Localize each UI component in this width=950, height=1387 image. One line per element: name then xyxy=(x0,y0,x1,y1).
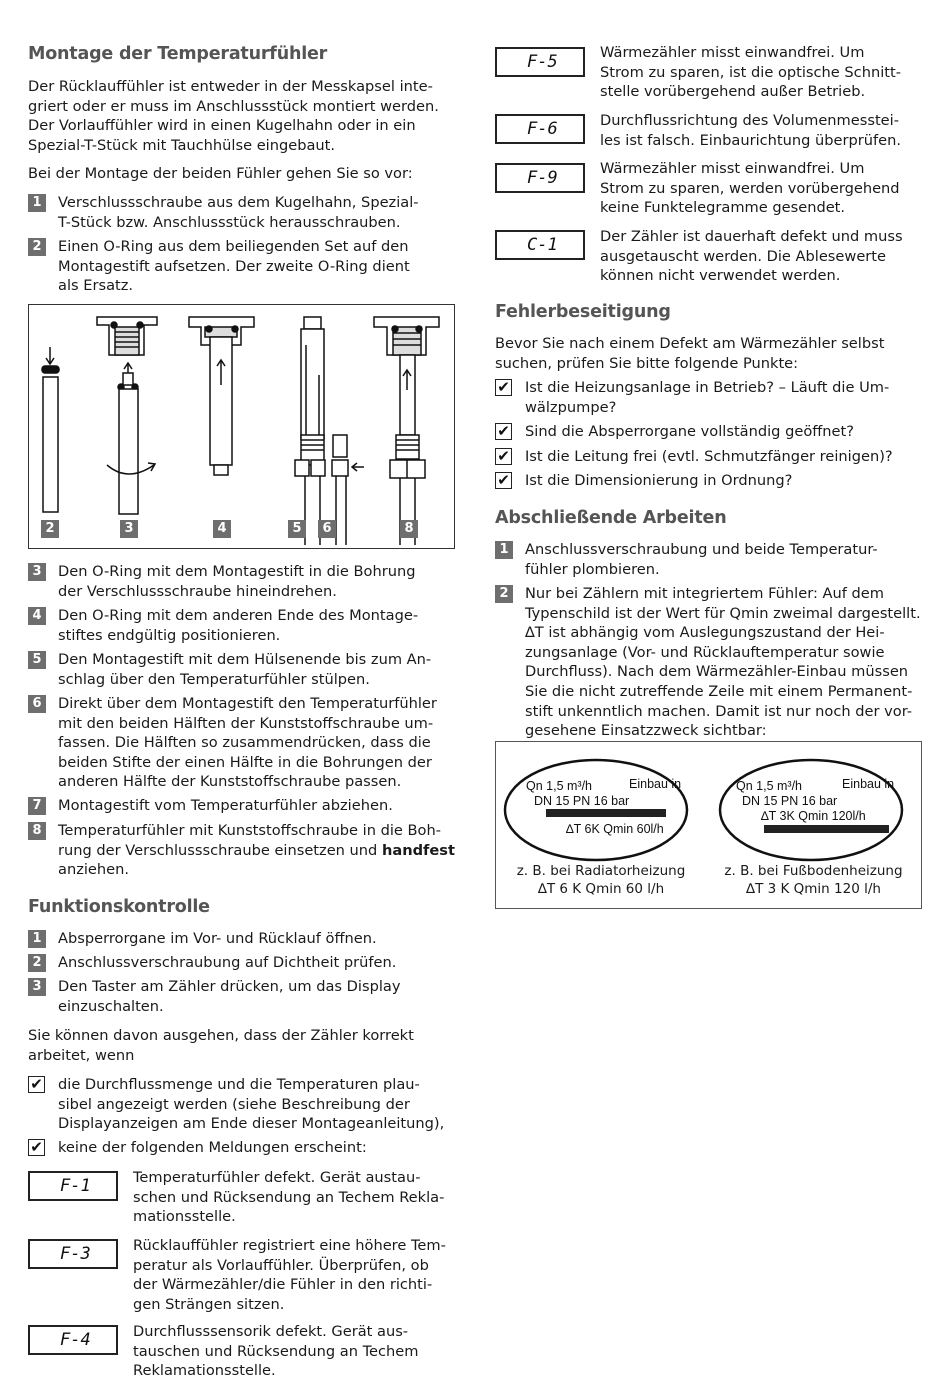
plate-caption-floor: z. B. bei Fußbodenheizung ∆T 3 K Qmin 120 l/h xyxy=(724,863,903,897)
heading-abschluss: Abschließende Arbeiten xyxy=(495,508,727,528)
check-item: ✔ keine der folgenden Meldungen erscheint: xyxy=(28,1138,456,1158)
montage-lead: Bei der Montage der beiden Fühler gehen Sie so vor: xyxy=(28,165,413,182)
heading-fehler: Fehlerbeseitigung xyxy=(495,302,671,322)
figure-label: 6 xyxy=(318,520,336,538)
svg-text:Einbau in: Einbau in xyxy=(629,777,682,791)
step-number: 5 xyxy=(28,651,46,669)
funktion-step-3: 3 Den Taster am Zähler drücken, um das Display einzuschalten. xyxy=(28,977,456,1016)
step-number: 2 xyxy=(495,585,513,603)
error-code-row: F-1 Temperaturfühler defekt. Gerät austau- schen und Rücksendung an Techem Rekla- mationsstelle. xyxy=(28,1168,456,1227)
error-code-display: F-9 xyxy=(495,163,585,193)
heading-funktion: Funktionskontrolle xyxy=(28,897,210,917)
error-code-row: F-9 Wärmezähler misst einwandfrei. Um Strom zu sparen, werden vorübergehend keine Funktelegramme gesendet. xyxy=(495,159,923,218)
funktion-step-1: 1 Absperrorgane im Vor- und Rücklauf öffnen. xyxy=(28,929,456,949)
check-item: ✔ die Durchflussmenge und die Temperaturen plau- sibel angezeigt werden (siehe Beschreibung der Displayanzeigen am Ende dieser Montageanleitung), xyxy=(28,1075,456,1134)
error-code-display: C-1 xyxy=(495,230,585,260)
abschluss-step-1: 1 Anschlussverschraubung und beide Temperatur- fühler plombieren. xyxy=(495,540,923,579)
check-item: ✔ Ist die Dimensionierung in Ordnung? xyxy=(495,471,923,491)
checkbox-icon: ✔ xyxy=(495,379,512,396)
error-code-display: F-1 xyxy=(28,1171,118,1201)
step-6: 6 Direkt über dem Montagestift den Temperaturfühler mit den beiden Hälften der Kunststoffschraube um- fassen. Die Hälften so zusammendrücken, dass die beiden Stifte der einen Hälfte in die Bohrungen der anderen Hälfte der Kunststoffschraube passen. xyxy=(28,694,456,792)
check-item: ✔ Ist die Heizungsanlage in Betrieb? – Läuft die Um- wälzpumpe? xyxy=(495,378,923,417)
checkbox-icon: ✔ xyxy=(28,1076,45,1093)
checkbox-icon: ✔ xyxy=(495,423,512,440)
step-1: 1 Verschlussschraube aus dem Kugelhahn, Spezial- T-Stück bzw. Anschlussstück herausschrauben. xyxy=(28,193,456,232)
step-number: 1 xyxy=(495,541,513,559)
step-2: 2 Einen O-Ring aus dem beiliegenden Set auf den Montagestift aufsetzen. Der zweite O-Ring dient als Ersatz. xyxy=(28,237,456,296)
step-5: 5 Den Montagestift mit dem Hülsenende bis zum An- schlag über den Temperaturfühler stülpen. xyxy=(28,650,456,689)
error-code-display: F-6 xyxy=(495,114,585,144)
step-number: 1 xyxy=(28,194,46,212)
step-number: 7 xyxy=(28,797,46,815)
step-7: 7 Montagestift vom Temperaturfühler abziehen. xyxy=(28,796,456,816)
step-number: 2 xyxy=(28,238,46,256)
funktion-step-2: 2 Anschlussverschraubung auf Dichtheit prüfen. xyxy=(28,953,456,973)
figure-label: 2 xyxy=(41,520,59,538)
montage-figure xyxy=(28,304,455,549)
checkbox-icon: ✔ xyxy=(28,1139,45,1156)
error-code-row: F-5 Wärmezähler misst einwandfrei. Um Strom zu sparen, ist die optische Schnitt- stelle vorübergehend außer Betrieb. xyxy=(495,43,923,102)
heading-montage: Montage der Temperaturfühler xyxy=(28,44,328,64)
figure-label: 3 xyxy=(120,520,138,538)
type-plate-figure xyxy=(495,741,922,909)
svg-text:Qn 1,5 m³/h: Qn 1,5 m³/h xyxy=(526,779,592,793)
step-3: 3 Den O-Ring mit dem Montagestift in die Bohrung der Verschlussschraube hineindrehen. xyxy=(28,562,456,601)
svg-text:Einbau in: Einbau in xyxy=(842,777,895,791)
check-item: ✔ Sind die Absperrorgane vollständig geöffnet? xyxy=(495,422,923,442)
step-number: 2 xyxy=(28,954,46,972)
svg-text:DN 15 PN 16 bar: DN 15 PN 16 bar xyxy=(742,794,838,808)
step-8: 8 Temperaturfühler mit Kunststoffschraube in die Boh- rung der Verschlussschraube einsetzen und handfest anziehen. xyxy=(28,821,456,880)
step-number: 1 xyxy=(28,930,46,948)
error-code-row: F-3 Rücklauffühler registriert eine höhere Tem- peratur als Vorlauffühler. Überprüfen, ob der Wärmezähler/die Fühler in den richti- gen Strängen sitzen. xyxy=(28,1236,456,1314)
error-code-display: F-4 xyxy=(28,1325,118,1355)
error-code-display: F-3 xyxy=(28,1239,118,1269)
checkbox-icon: ✔ xyxy=(495,448,512,465)
funktion-paragraph: Sie können davon ausgehen, dass der Zähler korrekt arbeitet, wenn xyxy=(28,1027,414,1064)
figure-label: 4 xyxy=(213,520,231,538)
error-code-row: F-4 Durchflusssensorik defekt. Gerät aus- tauschen und Rücksendung an Techem Reklamationsstelle. xyxy=(28,1322,456,1381)
figure-label: 8 xyxy=(400,520,418,538)
montage-illustration xyxy=(29,305,453,547)
error-code-display: F-5 xyxy=(495,47,585,77)
step-number: 6 xyxy=(28,695,46,713)
checkbox-icon: ✔ xyxy=(495,472,512,489)
error-code-row: C-1 Der Zähler ist dauerhaft defekt und muss ausgetauscht werden. Die Ablesewerte können nicht verwendet werden. xyxy=(495,227,923,286)
svg-text:DN 15 PN 16 bar: DN 15 PN 16 bar xyxy=(534,794,630,808)
step-4: 4 Den O-Ring mit dem anderen Ende des Montage- stiftes endgültig positionieren. xyxy=(28,606,456,645)
montage-intro: Der Rücklauffühler ist entweder in der Messkapsel inte- griert oder er muss im Anschlussstück montiert werden. Der Vorlauffühler wird in einen Kugelhahn oder in ein Spezial-T-Stück mit Tauchhülse eingebaut. xyxy=(28,78,439,154)
check-item: ✔ Ist die Leitung frei (evtl. Schmutzfänger reinigen)? xyxy=(495,447,923,467)
svg-text:Qn 1,5 m³/h: Qn 1,5 m³/h xyxy=(736,779,802,793)
step-number: 4 xyxy=(28,607,46,625)
type-plate-ovals xyxy=(496,752,921,872)
plate-caption-radiator: z. B. bei Radiatorheizung ∆T 6 K Qmin 60 l/h xyxy=(516,863,686,897)
figure-label: 5 xyxy=(288,520,306,538)
step-number: 8 xyxy=(28,822,46,840)
step-number: 3 xyxy=(28,563,46,581)
error-code-row: F-6 Durchflussrichtung des Volumenmesstei- les ist falsch. Einbaurichtung überprüfen. xyxy=(495,111,923,150)
fehler-intro: Bevor Sie nach einem Defekt am Wärmezähler selbst suchen, prüfen Sie bitte folgende Punkte: xyxy=(495,335,885,372)
step-number: 3 xyxy=(28,978,46,996)
svg-text:∆T 3K Qmin 120l/h: ∆T 3K Qmin 120l/h xyxy=(761,809,866,823)
abschluss-step-2: 2 Nur bei Zählern mit integriertem Fühler: Auf dem Typenschild ist der Wert für Qmin zweimal dargestellt. ∆T ist abhängig vom Auslegungszustand der Hei- zungsanlage (Vor- und Rücklauftemperatur sowie Durchfluss). Nach dem Wärmezähler-Einbau müssen Sie die nicht zutreffende Zeile mit einem Permanent- stift unkenntlich machen. Damit ist nur noch der vor- gesehene Einsatzzweck sichtbar: xyxy=(495,584,923,741)
svg-text:∆T 6K Qmin 60l/h: ∆T 6K Qmin 60l/h xyxy=(566,822,664,836)
